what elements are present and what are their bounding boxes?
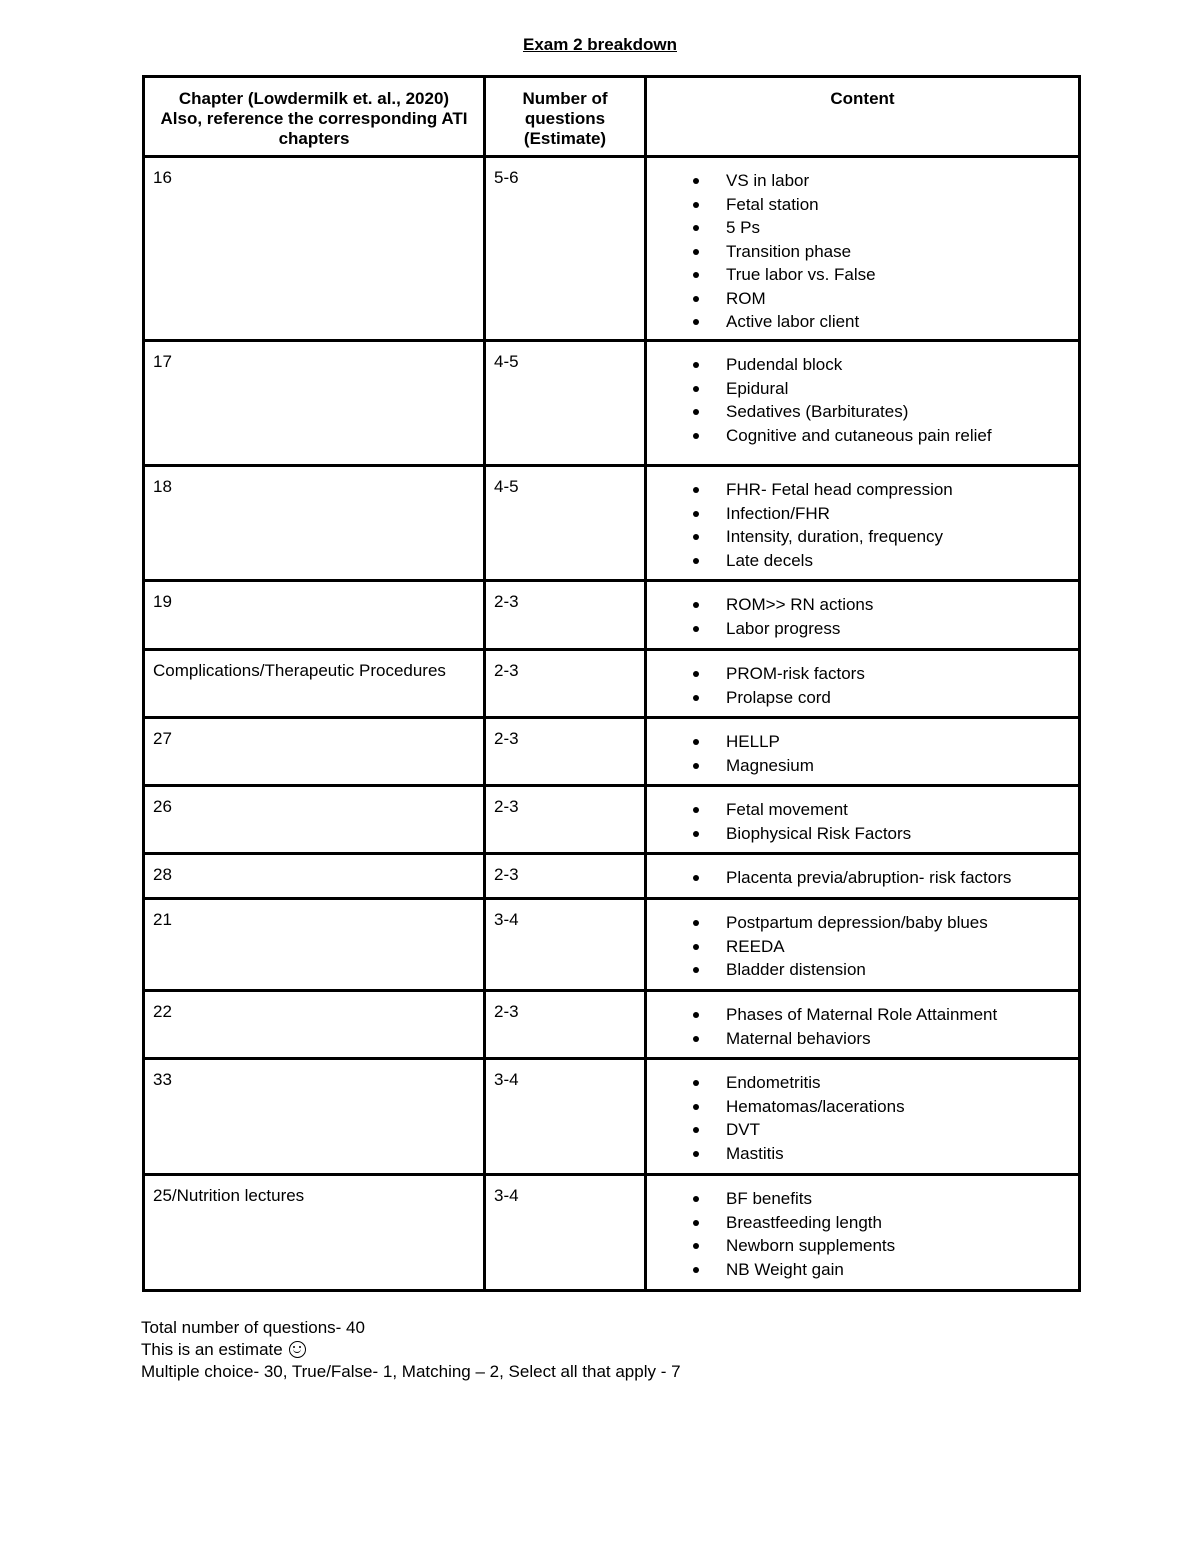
content-list-item: Mastitis [647,1142,1078,1166]
content-list-item: Active labor client [647,310,1078,334]
content-cell [646,991,1080,1059]
content-list-item: Breastfeeding length [647,1211,1078,1235]
chapter-text: 27 [153,729,172,748]
content-list-item: VS in labor [647,169,1078,193]
chapter-text: 21 [153,910,172,929]
content-list-item: Infection/FHR [647,502,1078,526]
chapter-cell [144,1175,485,1291]
content-list-item: Newborn supplements [647,1234,1078,1258]
question-count-text: 3-4 [494,910,519,929]
chapter-cell [144,341,485,466]
content-list [647,651,1078,709]
table-header-row [144,77,1080,157]
content-list-item: NB Weight gain [647,1258,1078,1282]
table-row [144,1175,1080,1291]
chapter-cell [144,466,485,581]
chapter-text: 33 [153,1070,172,1089]
question-count-cell [485,991,646,1059]
content-list-item: REEDA [647,935,1078,959]
estimate-line [141,1339,681,1361]
question-count-cell [485,341,646,466]
content-list [647,855,1078,890]
chapter-text: 26 [153,797,172,816]
content-list-item: Placenta previa/abruption- risk factors [647,866,1078,890]
header-chapter [144,77,485,157]
content-list-item: HELLP [647,730,1078,754]
content-list-item: Magnesium [647,754,1078,778]
table-row [144,786,1080,854]
header-chapter-line: Chapter (Lowdermilk et. al., 2020) [178,89,450,108]
chapter-text: 28 [153,865,172,884]
question-count-text: 4-5 [494,477,519,496]
question-count-cell [485,718,646,786]
content-list-item: BF benefits [647,1187,1078,1211]
content-list [647,1060,1078,1165]
content-list-item: Cognitive and cutaneous pain relief [647,424,1078,448]
chapter-cell [144,718,485,786]
table-row [144,899,1080,991]
content-list [647,787,1078,845]
chapter-text: Complications/Therapeutic Procedures [153,661,446,680]
content-list [647,158,1078,334]
content-cell [646,466,1080,581]
content-list-item: Hematomas/lacerations [647,1095,1078,1119]
content-list-item: Maternal behaviors [647,1027,1078,1051]
table-row [144,341,1080,466]
table-body [144,157,1080,1291]
table-row [144,1059,1080,1175]
header-number-line: Number of [522,89,608,108]
content-cell [646,1059,1080,1175]
table-row [144,466,1080,581]
content-list-item: PROM-risk factors [647,662,1078,686]
content-list-item: Prolapse cord [647,686,1078,710]
question-count-text: 2-3 [494,1002,519,1021]
document-title: Exam 2 breakdown [522,35,677,54]
question-count-text: 5-6 [494,168,519,187]
content-list [647,467,1078,572]
content-cell [646,1175,1080,1291]
question-count-text: 2-3 [494,661,519,680]
question-count-text: 3-4 [494,1070,519,1089]
question-count-cell [485,157,646,341]
question-count-text: 4-5 [494,352,519,371]
content-list [647,342,1078,447]
question-count-text: 2-3 [494,729,519,748]
question-count-cell [485,854,646,899]
content-list-item: Epidural [647,377,1078,401]
content-list-item: Pudendal block [647,353,1078,377]
chapter-cell [144,581,485,650]
table-row [144,991,1080,1059]
question-count-text: 2-3 [494,797,519,816]
chapter-text: 19 [153,592,172,611]
question-count-text: 2-3 [494,592,519,611]
table-row [144,157,1080,341]
content-list [647,1176,1078,1281]
content-list-item: ROM [647,287,1078,311]
question-count-text: 2-3 [494,865,519,884]
table-row [144,854,1080,899]
chapter-cell [144,1059,485,1175]
content-list-item: Fetal station [647,193,1078,217]
chapter-text: 25/Nutrition lectures [153,1186,305,1205]
content-cell [646,581,1080,650]
question-count-cell [485,786,646,854]
question-count-cell [485,1059,646,1175]
content-list [647,582,1078,640]
chapter-text: 18 [153,477,172,496]
content-list-item: Bladder distension [647,958,1078,982]
chapter-text: 16 [153,168,172,187]
header-number-line: questions [524,109,606,128]
content-list [647,900,1078,982]
content-list-item: DVT [647,1118,1078,1142]
header-chapter-line: Also, reference the corresponding ATI [160,109,468,128]
question-count-cell [485,650,646,718]
content-list-item: Late decels [647,549,1078,573]
content-list-item: Transition phase [647,240,1078,264]
content-list-item: Endometritis [647,1071,1078,1095]
content-list-item: Intensity, duration, frequency [647,525,1078,549]
chapter-cell [144,157,485,341]
chapter-cell [144,854,485,899]
content-cell [646,854,1080,899]
chapter-cell [144,899,485,991]
header-number-line: (Estimate) [523,129,607,148]
table-row [144,581,1080,650]
question-count-text: 3-4 [494,1186,519,1205]
content-cell [646,718,1080,786]
content-list-item: 5 Ps [647,216,1078,240]
content-list [647,719,1078,777]
question-count-cell [485,899,646,991]
content-cell [646,341,1080,466]
content-list-item: Sedatives (Barbiturates) [647,400,1078,424]
header-chapter-line: chapters [278,129,350,148]
chapter-text: 22 [153,1002,172,1021]
question-types-text: Multiple choice- 30, True/False- 1, Matching – 2, Select all that apply - 7 [141,1362,681,1381]
smiley-face-icon [289,1341,306,1358]
header-number [485,77,646,157]
content-list [647,992,1078,1050]
question-count-cell [485,1175,646,1291]
content-cell [646,650,1080,718]
chapter-cell [144,650,485,718]
question-count-cell [485,466,646,581]
content-list-item: Postpartum depression/baby blues [647,911,1078,935]
chapter-cell [144,786,485,854]
content-list-item: Phases of Maternal Role Attainment [647,1003,1078,1027]
header-content: Content [646,77,1080,157]
content-list-item: Fetal movement [647,798,1078,822]
content-list-item: Biophysical Risk Factors [647,822,1078,846]
table-row [144,718,1080,786]
table-row [144,650,1080,718]
content-list-item: True labor vs. False [647,263,1078,287]
content-list-item: FHR- Fetal head compression [647,478,1078,502]
chapter-cell [144,991,485,1059]
chapter-text: 17 [153,352,172,371]
content-cell [646,786,1080,854]
content-cell [646,157,1080,341]
total-questions-text: Total number of questions- 40 [141,1318,365,1337]
content-cell [646,899,1080,991]
footer-notes [141,1317,681,1383]
exam-breakdown-table [142,75,1081,1292]
estimate-text: This is an estimate [141,1340,283,1359]
content-list-item: ROM>> RN actions [647,593,1078,617]
question-count-cell [485,581,646,650]
content-list-item: Labor progress [647,617,1078,641]
